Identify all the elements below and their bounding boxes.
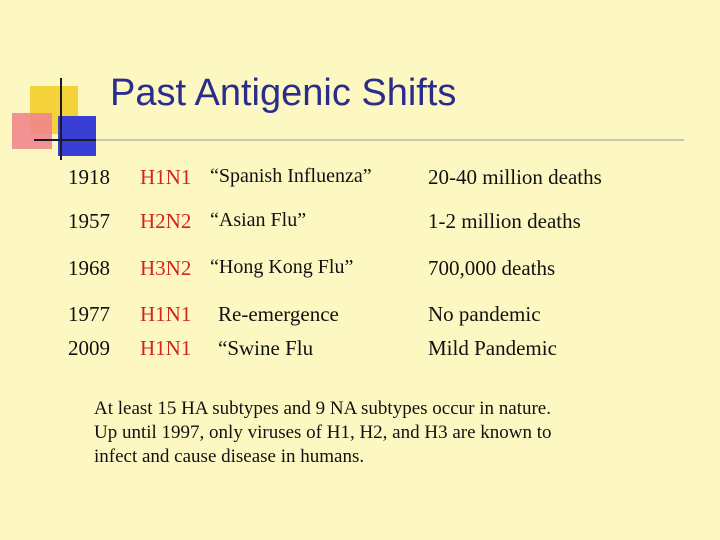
flu-name: “Spanish Influenza”: [210, 165, 372, 187]
decor-blue-square: [58, 116, 96, 156]
flu-name: “Hong Kong Flu”: [210, 256, 354, 278]
deaths: 20-40 million deaths: [428, 165, 602, 189]
flu-name: Re-emergence: [218, 302, 339, 326]
flu-name: “Asian Flu”: [210, 209, 307, 231]
footnote-line: At least 15 HA subtypes and 9 NA subtypes occur in nature.: [94, 398, 551, 419]
year: 1918: [68, 165, 110, 189]
strain: H1N1: [140, 302, 192, 326]
decor-vertical-bar: [60, 78, 62, 160]
year: 1977: [68, 302, 110, 326]
flu-name: “Swine Flu: [218, 336, 314, 360]
footnote-line: infect and cause disease in humans.: [94, 446, 365, 467]
strain: H1N1: [140, 165, 192, 189]
year: 1957: [68, 209, 110, 233]
title-rule: [34, 139, 684, 141]
page-title: Past Antigenic Shifts: [110, 72, 457, 114]
footnote: [94, 397, 674, 469]
decor-crossbar: [34, 139, 96, 141]
deaths: Mild Pandemic: [428, 336, 557, 360]
strain: H1N1: [140, 336, 192, 360]
deaths: 1-2 million deaths: [428, 209, 581, 233]
year: 1968: [68, 256, 110, 280]
strain: H2N2: [140, 209, 192, 233]
deaths: No pandemic: [428, 302, 541, 326]
year: 2009: [68, 336, 110, 360]
deaths: 700,000 deaths: [428, 256, 556, 280]
footnote-line: Up until 1997, only viruses of H1, H2, and H3 are known to: [94, 422, 552, 443]
decor-pink-square: [12, 113, 52, 149]
strain: H3N2: [140, 256, 192, 280]
